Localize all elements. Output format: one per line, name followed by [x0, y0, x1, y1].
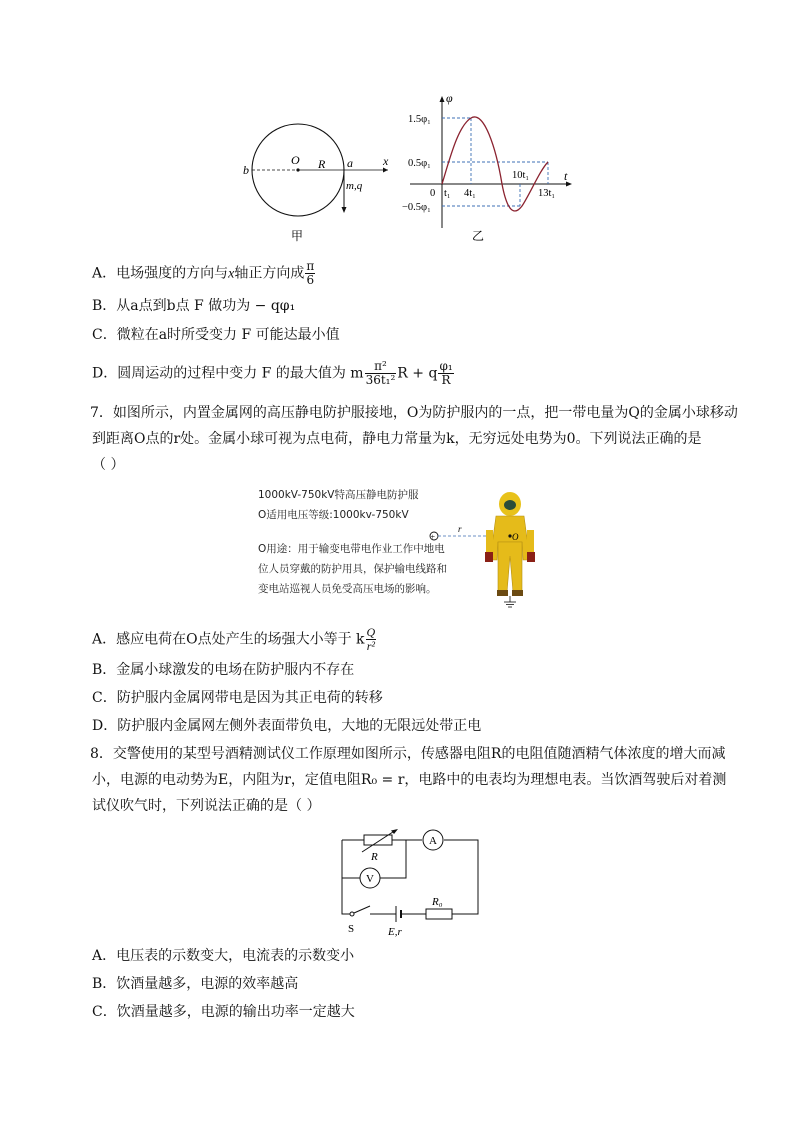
fraction-phi-over-r: $\frac{\text{φ₁}}{R}$: [439, 359, 453, 387]
q7-option-a-prefix: A．感应电荷在O点处产生的场强大小等于 k: [92, 631, 365, 648]
figure-label-yi: 乙: [472, 229, 485, 243]
q8-stem-line2: 小，电源的电动势为E，内阻为r，定值电阻R₀ = r，电路中的电表均为理想电表。当饮酒驾驶后对着测: [92, 772, 727, 788]
q8-stem-line3: 试仪吹气时，下列说法正确的是（ ）: [92, 798, 321, 814]
q8-option-a[interactable]: A．电压表的示数变大，电流表的示数变小: [92, 948, 355, 964]
circle-figure: [238, 118, 398, 244]
q6-option-a-var: x: [228, 266, 235, 282]
q7-option-d[interactable]: D．防护服内金属网左侧外表面带负电，大地的无限远处带正电: [92, 718, 482, 734]
label-a: a: [347, 156, 353, 170]
q7-stem-line2: 到距离O点的r处。金属小球可视为点电荷，静电力常量为k，无穷远处电势为0。下列说法正确的是: [92, 431, 702, 447]
fraction-q-over-r2: $\frac{Q}{\text{r²}}$: [366, 625, 376, 653]
protective-suit-figure: [258, 482, 540, 610]
fraction-pi2-over-36t1: $\frac{\text{π²}}{\text{36t₁²}}$: [365, 359, 396, 387]
tick-neg-0-5phi: −0.5φ₁: [402, 202, 431, 213]
graph-x-axis: t: [564, 169, 568, 183]
q6-option-a[interactable]: [92, 260, 316, 287]
suit-caption-1: 1000kV-750kV特高压静电防护服: [258, 489, 419, 501]
tick-10t1: 10t₁: [512, 170, 530, 181]
potential-graph: [398, 88, 582, 244]
label-R: R: [318, 157, 326, 171]
charge-plus: +: [430, 532, 436, 542]
fraction-pi-over-6: $\frac{\pi}{6}$: [306, 259, 315, 287]
q6-option-a-suffix: 轴正方向成: [234, 265, 305, 282]
label-O-suit: O: [512, 532, 519, 542]
q7-option-a[interactable]: [92, 626, 377, 653]
q7-stem-line1: 7．如图所示，内置金属网的高压静电防护服接地，O为防护服内的一点，把一带电量为Q的金属小球移动: [90, 405, 738, 421]
tick-origin: 0: [430, 188, 436, 199]
q6-option-b[interactable]: B．从a点到b点 F 做功为 − qφ₁: [92, 298, 296, 314]
q8-option-c[interactable]: C．饮酒量越多，电源的输出功率一定越大: [92, 1004, 355, 1020]
q6-option-d-prefix: D．圆周运动的过程中变力 F 的最大值为 m: [92, 365, 364, 382]
suit-caption-3: O用途：用于输变电带电作业工作中地电: [258, 543, 445, 555]
label-O: O: [291, 153, 300, 167]
label-r: r: [458, 524, 462, 534]
q6-option-c[interactable]: C．微粒在a时所受变力 F 可能达最小值: [92, 327, 340, 343]
q7-option-c[interactable]: C．防护服内金属网带电是因为其正电荷的转移: [92, 690, 383, 706]
q8-option-b[interactable]: B．饮酒量越多，电源的效率越高: [92, 976, 299, 992]
q6-option-d[interactable]: [92, 360, 455, 387]
switch-label: S: [348, 923, 355, 935]
tick-0-5phi: 0.5φ₁: [408, 158, 431, 169]
q7-stem-line3: （ ）: [92, 457, 125, 473]
suit-caption-2: O适用电压等级:1000kv-750kV: [258, 509, 409, 521]
label-R-circuit: R: [371, 851, 378, 863]
label-b: b: [243, 163, 249, 177]
figure-label-jia: 甲: [291, 229, 304, 243]
tick-4t1: 4t₁: [464, 188, 476, 199]
q8-stem-line1: 8．交警使用的某型号酒精测试仪工作原理如图所示，传感器电阻R的电阻值随酒精气体浓度的增大而减: [90, 746, 726, 762]
tick-13t1: 13t₁: [538, 188, 556, 199]
suit-caption-4: 位人员穿戴的防护用具，保护输电线路和: [258, 563, 447, 575]
label-x: x: [383, 154, 389, 168]
label-mq: m,q: [346, 180, 363, 192]
q6-option-d-mid: R + q: [397, 365, 438, 382]
circuit-diagram: [326, 826, 486, 938]
label-R0: R₀: [432, 896, 443, 908]
tick-t1: t₁: [444, 188, 451, 199]
voltmeter-label: V: [366, 873, 374, 885]
battery-label: E,r: [388, 926, 402, 938]
graph-y-axis: φ: [446, 91, 453, 105]
q7-option-b[interactable]: B．金属小球激发的电场在防护服内不存在: [92, 662, 355, 678]
ammeter-label: A: [429, 835, 437, 847]
tick-1-5phi: 1.5φ₁: [408, 114, 431, 125]
q6-option-a-prefix: A．电场强度的方向与: [92, 265, 229, 282]
suit-caption-5: 变电站巡视人员免受高压电场的影响。: [258, 583, 437, 595]
